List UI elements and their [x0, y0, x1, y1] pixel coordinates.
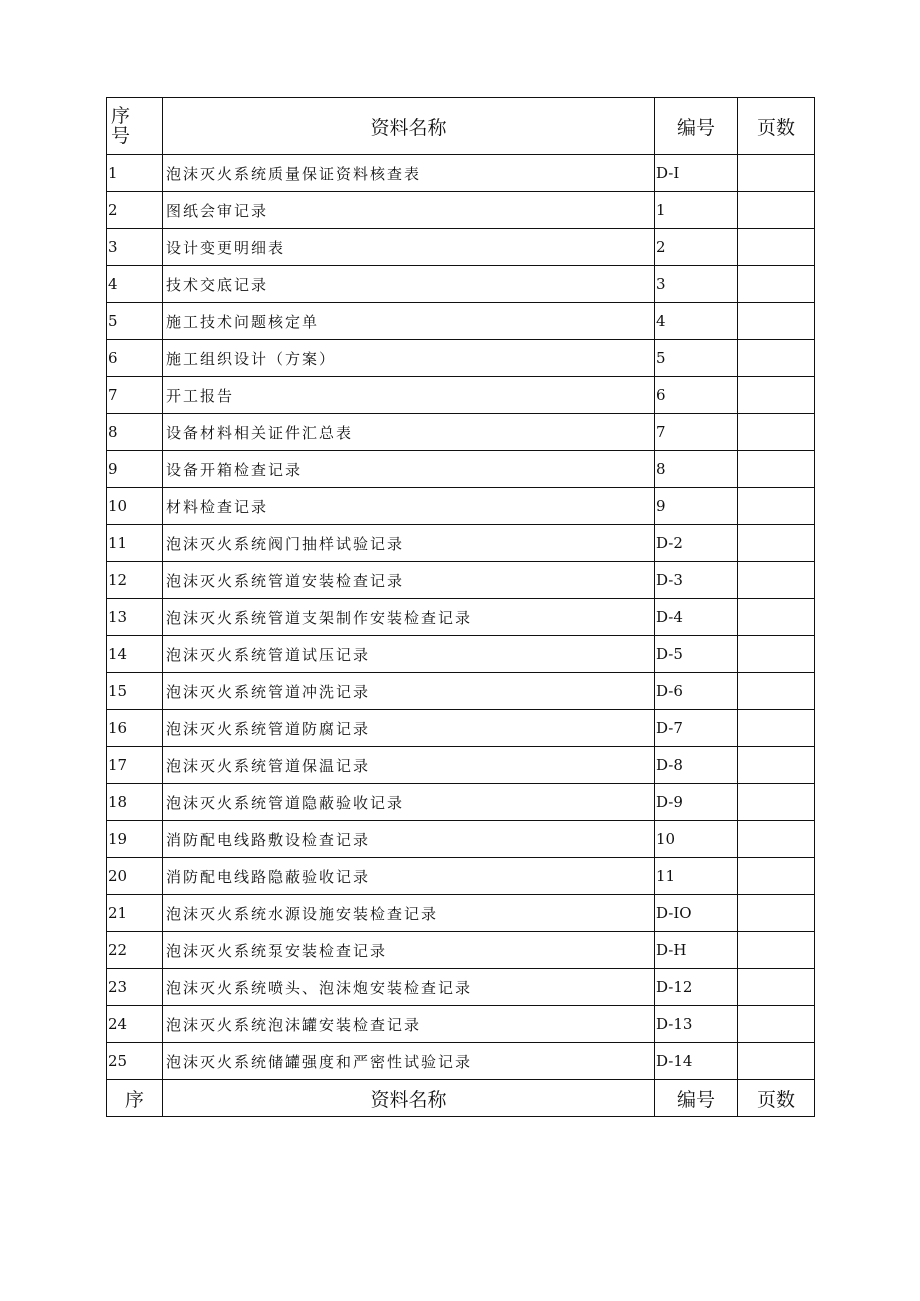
seq-cell: 22	[107, 932, 163, 969]
table-row	[107, 1006, 815, 1043]
code-cell: 1	[655, 192, 738, 229]
repeated-header-code: 编号	[655, 1080, 738, 1117]
pages-cell	[738, 784, 815, 821]
name-cell: 技术交底记录	[163, 266, 655, 303]
seq-cell: 21	[107, 895, 163, 932]
code-cell: D-4	[655, 599, 738, 636]
seq-cell: 1	[107, 155, 163, 192]
repeated-header-name: 资料名称	[163, 1080, 655, 1117]
table-row	[107, 1043, 815, 1080]
header-seq-line2: 号	[111, 125, 131, 147]
seq-cell: 15	[107, 673, 163, 710]
seq-cell: 3	[107, 229, 163, 266]
seq-cell: 23	[107, 969, 163, 1006]
seq-cell: 24	[107, 1006, 163, 1043]
table-row	[107, 599, 815, 636]
seq-cell: 8	[107, 414, 163, 451]
seq-cell: 9	[107, 451, 163, 488]
name-cell: 设备材料相关证件汇总表	[163, 414, 655, 451]
code-cell: D-6	[655, 673, 738, 710]
table-row	[107, 636, 815, 673]
code-cell: 7	[655, 414, 738, 451]
table-row	[107, 414, 815, 451]
code-cell: 3	[655, 266, 738, 303]
pages-cell	[738, 636, 815, 673]
table-row	[107, 303, 815, 340]
seq-cell: 11	[107, 525, 163, 562]
name-cell: 泡沫灭火系统管道防腐记录	[163, 710, 655, 747]
code-cell: D-14	[655, 1043, 738, 1080]
repeated-header-pages: 页数	[738, 1080, 815, 1117]
pages-cell	[738, 451, 815, 488]
table-row	[107, 784, 815, 821]
header-row	[107, 98, 815, 155]
name-cell: 开工报告	[163, 377, 655, 414]
name-cell: 设计变更明细表	[163, 229, 655, 266]
table-row	[107, 451, 815, 488]
seq-cell: 14	[107, 636, 163, 673]
pages-cell	[738, 414, 815, 451]
name-cell: 消防配电线路敷设检查记录	[163, 821, 655, 858]
pages-cell	[738, 525, 815, 562]
name-cell: 泡沫灭火系统阀门抽样试验记录	[163, 525, 655, 562]
pages-cell	[738, 710, 815, 747]
pages-cell	[738, 895, 815, 932]
pages-cell	[738, 1006, 815, 1043]
pages-cell	[738, 599, 815, 636]
pages-cell	[738, 192, 815, 229]
table-row	[107, 747, 815, 784]
table-row	[107, 895, 815, 932]
name-cell: 泡沫灭火系统水源设施安装检查记录	[163, 895, 655, 932]
table-row	[107, 673, 815, 710]
seq-cell: 7	[107, 377, 163, 414]
table-row	[107, 192, 815, 229]
name-cell: 泡沫灭火系统管道支架制作安装检查记录	[163, 599, 655, 636]
header-name-cell: 资料名称	[163, 98, 655, 155]
table-body	[107, 98, 815, 1117]
seq-cell: 13	[107, 599, 163, 636]
seq-cell: 10	[107, 488, 163, 525]
table-row	[107, 932, 815, 969]
name-cell: 泡沫灭火系统管道隐蔽验收记录	[163, 784, 655, 821]
header-code-cell: 编号	[655, 98, 738, 155]
pages-cell	[738, 562, 815, 599]
code-cell: D-H	[655, 932, 738, 969]
name-cell: 施工组织设计（方案）	[163, 340, 655, 377]
code-cell: D-3	[655, 562, 738, 599]
pages-cell	[738, 155, 815, 192]
seq-cell: 18	[107, 784, 163, 821]
name-cell: 设备开箱检查记录	[163, 451, 655, 488]
pages-cell	[738, 932, 815, 969]
name-cell: 泡沫灭火系统管道试压记录	[163, 636, 655, 673]
name-cell: 泡沫灭火系统管道冲洗记录	[163, 673, 655, 710]
seq-cell: 25	[107, 1043, 163, 1080]
code-cell: 9	[655, 488, 738, 525]
table-row	[107, 488, 815, 525]
seq-cell: 12	[107, 562, 163, 599]
pages-cell	[738, 303, 815, 340]
name-cell: 泡沫灭火系统管道安装检查记录	[163, 562, 655, 599]
seq-cell: 19	[107, 821, 163, 858]
code-cell: D-9	[655, 784, 738, 821]
pages-cell	[738, 969, 815, 1006]
name-cell: 泡沫灭火系统泵安装检查记录	[163, 932, 655, 969]
table-row	[107, 562, 815, 599]
pages-cell	[738, 266, 815, 303]
code-cell: 8	[655, 451, 738, 488]
name-cell: 泡沫灭火系统管道保温记录	[163, 747, 655, 784]
code-cell: D-7	[655, 710, 738, 747]
pages-cell	[738, 488, 815, 525]
code-cell: 4	[655, 303, 738, 340]
name-cell: 消防配电线路隐蔽验收记录	[163, 858, 655, 895]
repeated-header-seq: 序	[107, 1080, 163, 1117]
name-cell: 泡沫灭火系统泡沫罐安装检查记录	[163, 1006, 655, 1043]
pages-cell	[738, 229, 815, 266]
table-row	[107, 229, 815, 266]
name-cell: 材料检查记录	[163, 488, 655, 525]
code-cell: D-I	[655, 155, 738, 192]
pages-cell	[738, 673, 815, 710]
code-cell: 10	[655, 821, 738, 858]
code-cell: D-5	[655, 636, 738, 673]
code-cell: D-13	[655, 1006, 738, 1043]
code-cell: 6	[655, 377, 738, 414]
code-cell: D-8	[655, 747, 738, 784]
repeated-header-row	[107, 1080, 815, 1117]
name-cell: 图纸会审记录	[163, 192, 655, 229]
table-row	[107, 377, 815, 414]
pages-cell	[738, 858, 815, 895]
header-seq-line1: 序	[111, 105, 131, 127]
table-row	[107, 858, 815, 895]
table-row	[107, 340, 815, 377]
seq-cell: 16	[107, 710, 163, 747]
name-cell: 施工技术问题核定单	[163, 303, 655, 340]
table-row	[107, 155, 815, 192]
name-cell: 泡沫灭火系统储罐强度和严密性试验记录	[163, 1043, 655, 1080]
seq-cell: 20	[107, 858, 163, 895]
table-row	[107, 525, 815, 562]
pages-cell	[738, 747, 815, 784]
code-cell: D-2	[655, 525, 738, 562]
header-pages-cell: 页数	[738, 98, 815, 155]
document-index-table	[106, 97, 815, 1117]
code-cell: 11	[655, 858, 738, 895]
seq-cell: 4	[107, 266, 163, 303]
seq-cell: 6	[107, 340, 163, 377]
seq-cell: 17	[107, 747, 163, 784]
name-cell: 泡沫灭火系统喷头、泡沫炮安装检查记录	[163, 969, 655, 1006]
code-cell: 2	[655, 229, 738, 266]
pages-cell	[738, 377, 815, 414]
table-row	[107, 821, 815, 858]
table-row	[107, 710, 815, 747]
pages-cell	[738, 821, 815, 858]
code-cell: D-12	[655, 969, 738, 1006]
pages-cell	[738, 1043, 815, 1080]
table-row	[107, 266, 815, 303]
table-row	[107, 969, 815, 1006]
code-cell: D-IO	[655, 895, 738, 932]
seq-cell: 5	[107, 303, 163, 340]
code-cell: 5	[655, 340, 738, 377]
header-seq-cell	[107, 98, 163, 155]
seq-cell: 2	[107, 192, 163, 229]
name-cell: 泡沫灭火系统质量保证资料核查表	[163, 155, 655, 192]
pages-cell	[738, 340, 815, 377]
